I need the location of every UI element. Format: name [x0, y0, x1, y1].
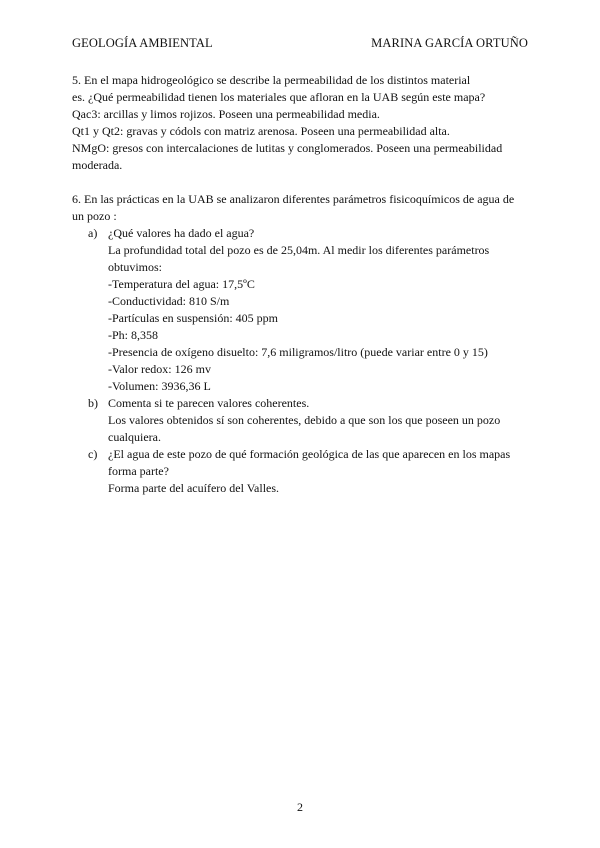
q6-item-a — [72, 225, 532, 395]
item-a-intro-1: La profundidad total del pozo es de 25,04m. Al medir los diferentes parámetros — [108, 243, 490, 257]
item-b-question: Comenta si te parecen valores coherentes. — [108, 396, 310, 410]
page-header — [72, 36, 528, 51]
q6-line-1: 6. En las prácticas en la UAB se analizaron diferentes parámetros fisicoquímicos de agua de — [72, 192, 515, 206]
measurement-value: -Conductividad: 810 S/m — [108, 294, 230, 308]
document-body — [72, 72, 532, 497]
measurement-value: -Ph: 8,358 — [108, 328, 159, 342]
q6-item-b — [72, 395, 532, 446]
item-c-answer: Forma parte del acuífero del Valles. — [108, 481, 280, 495]
item-c-question-2: forma parte? — [108, 464, 169, 478]
header-author-name: MARINA GARCÍA ORTUÑO — [371, 36, 528, 50]
question-6 — [72, 191, 532, 497]
item-b-answer-1: Los valores obtenidos sí son coherentes, debido a que son los que poseen un pozo — [108, 413, 501, 427]
item-b-answer-2: cualquiera. — [108, 430, 161, 444]
measurement-value: -Temperatura del agua: 17,5ºC — [108, 277, 255, 291]
q5-nmgo-2: moderada. — [72, 158, 123, 172]
header-course-title: GEOLOGÍA AMBIENTAL — [72, 36, 213, 50]
q5-qt: Qt1 y Qt2: gravas y códols con matriz arenosa. Poseen una permeabilidad alta. — [72, 124, 450, 138]
q6-line-2: un pozo : — [72, 209, 117, 223]
item-c-marker: c) — [88, 447, 98, 461]
q5-nmgo-1: NMgO: gresos con intercalaciones de lutitas y conglomerados. Poseen una permeabilidad — [72, 141, 503, 155]
q6-item-c — [72, 446, 532, 497]
q5-line-1: 5. En el mapa hidrogeológico se describe la permeabilidad de los distintos material — [72, 73, 471, 87]
item-c-question-1: ¿El agua de este pozo de qué formación geológica de las que aparecen en los mapas — [108, 447, 511, 461]
measurement-value: -Partículas en suspensión: 405 ppm — [108, 311, 278, 325]
q5-qac3: Qac3: arcillas y limos rojizos. Poseen una permeabilidad media. — [72, 107, 380, 121]
item-a-question: ¿Qué valores ha dado el agua? — [108, 226, 255, 240]
question-5 — [72, 72, 532, 174]
item-a-marker: a) — [88, 226, 98, 240]
item-b-marker: b) — [88, 396, 98, 410]
measurement-value: -Presencia de oxígeno disuelto: 7,6 miligramos/litro (puede variar entre 0 y 15) — [108, 345, 488, 359]
measurement-value: -Volumen: 3936,36 L — [108, 379, 211, 393]
page-number: 2 — [297, 800, 303, 814]
measurement-value: -Valor redox: 126 mv — [108, 362, 211, 376]
q5-line-2: es. ¿Qué permeabilidad tienen los materiales que afloran en la UAB según este mapa? — [72, 90, 486, 104]
item-a-intro-2: obtuvimos: — [108, 260, 163, 274]
